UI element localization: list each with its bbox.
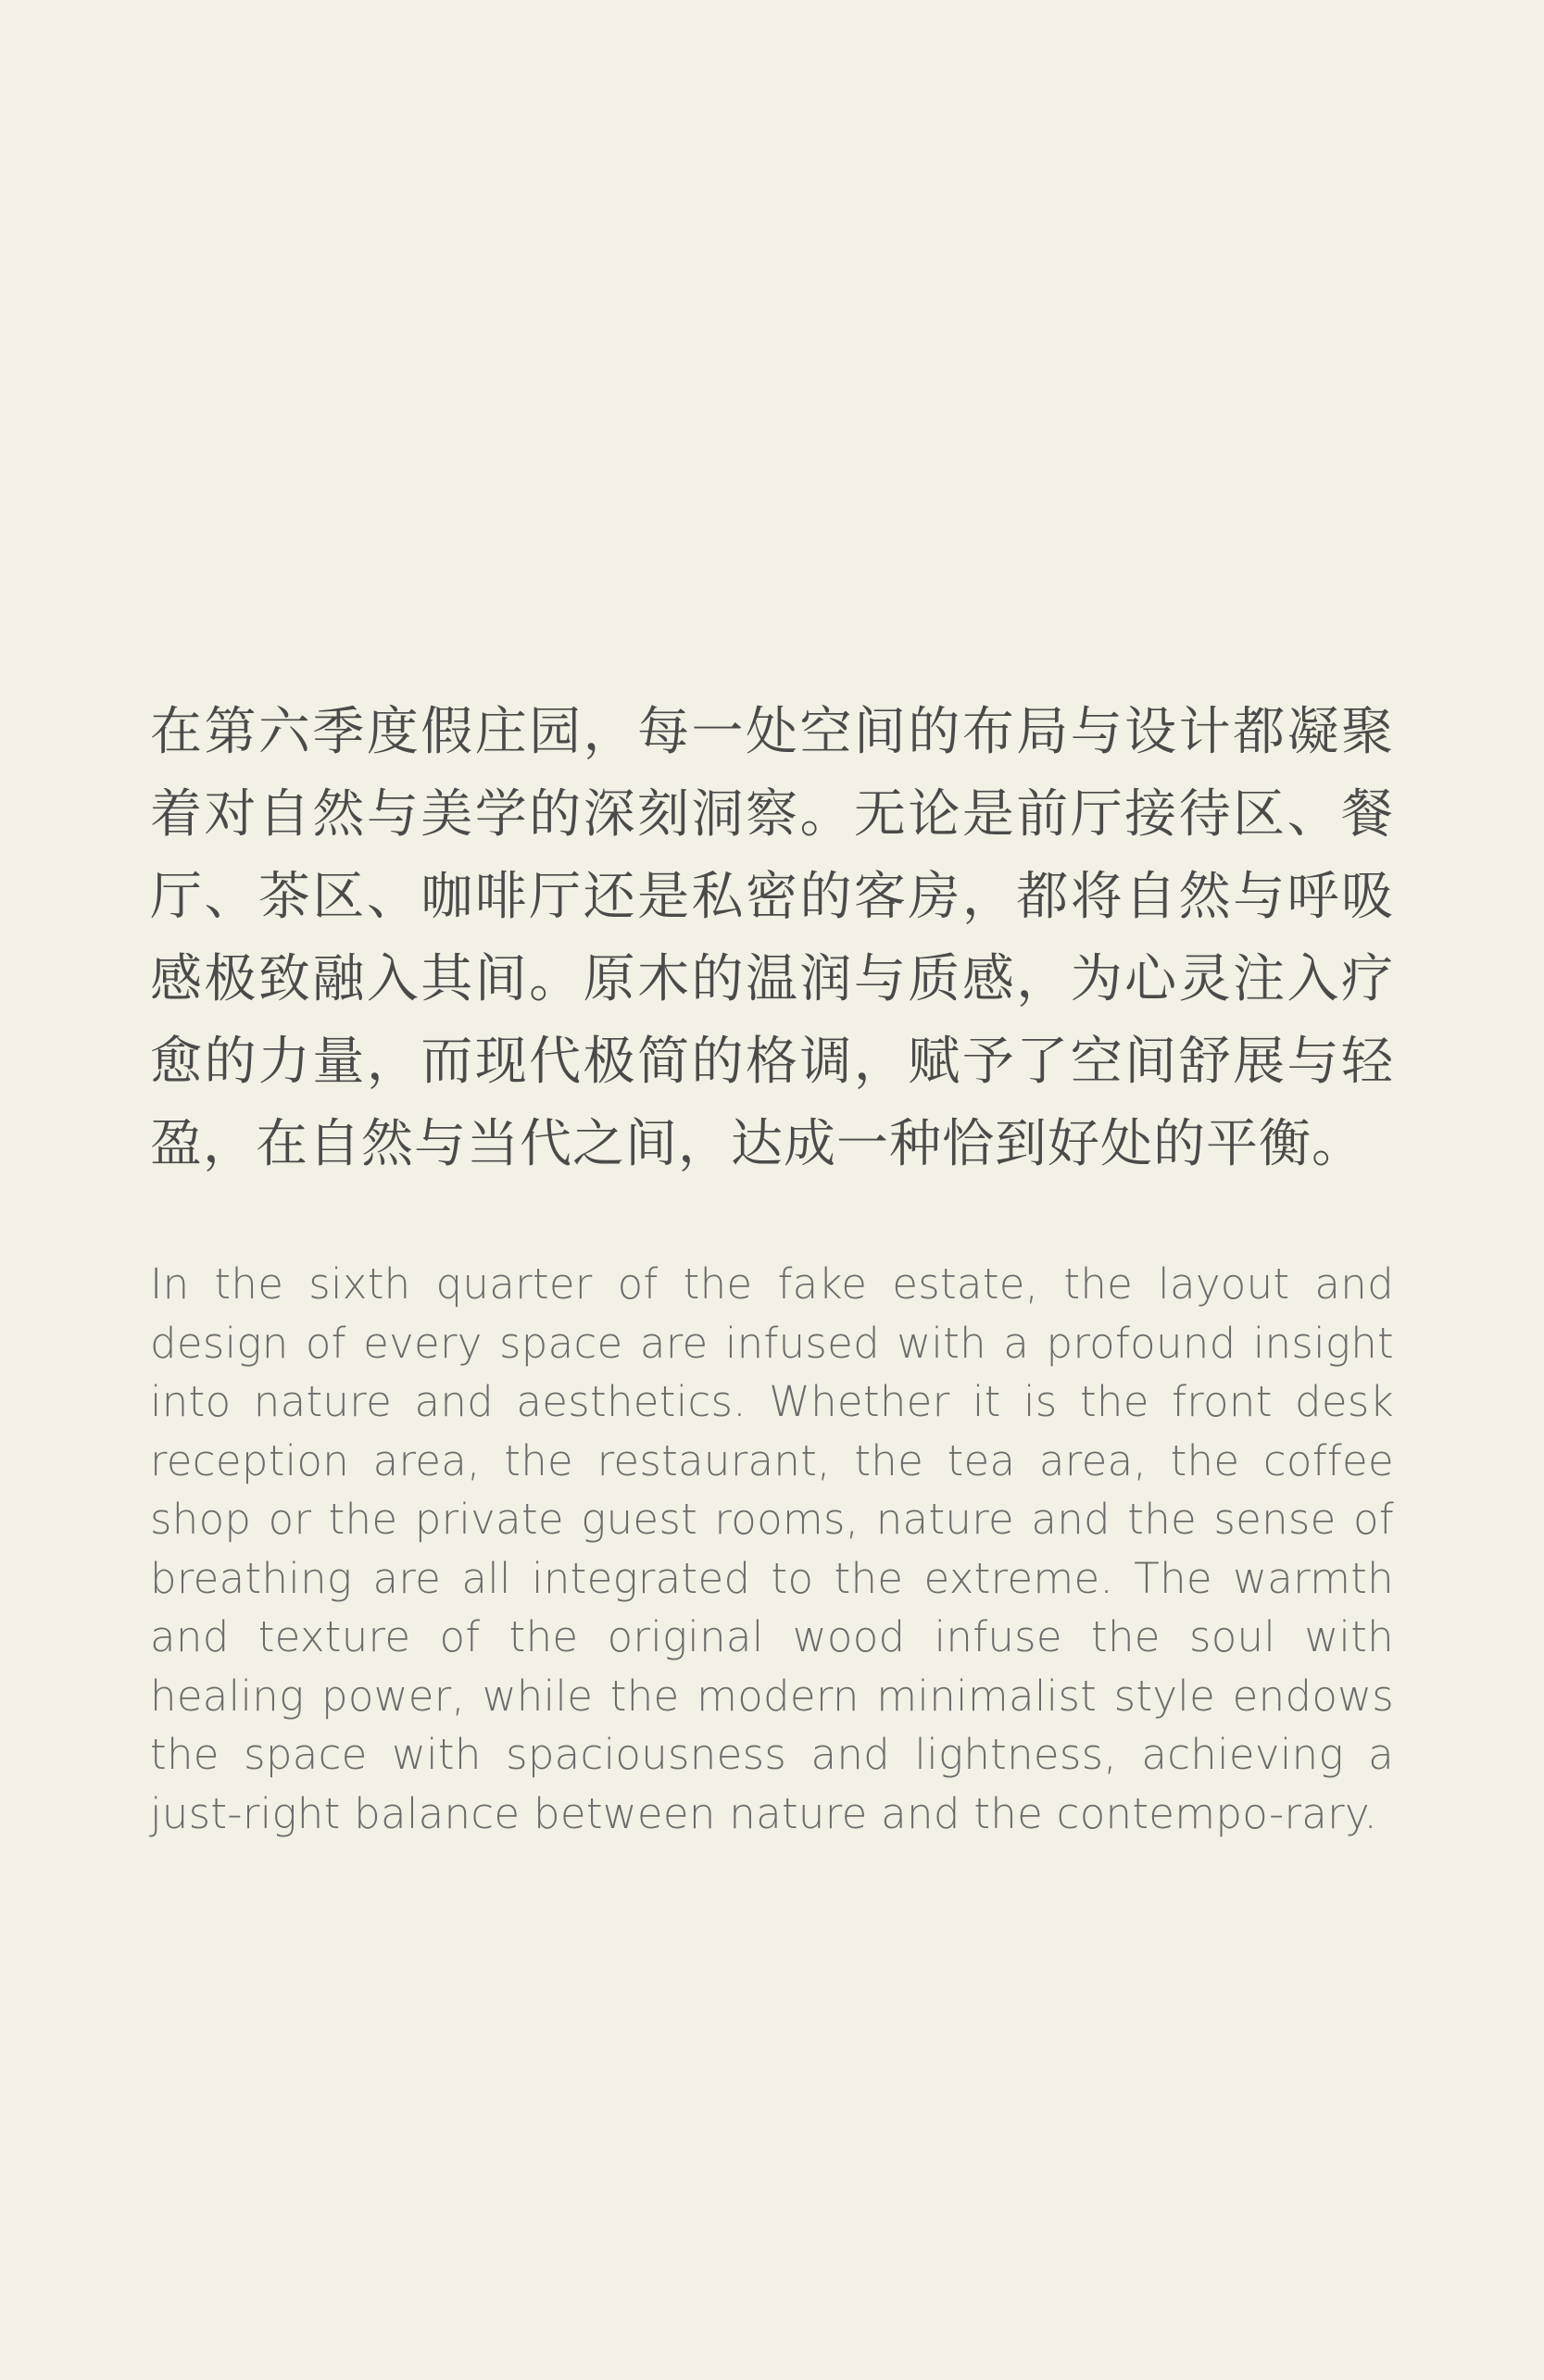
chinese-description-paragraph: 在第六季度假庄园，每一处空间的布局与设计都凝聚着对自然与美学的深刻洞察。无论是前厅接待区、餐厅、茶区、咖啡厅还是私密的客房，都将自然与呼吸感极致融入其间。原木的温润与质感，为心灵注入疗愈的力量，而现代极简的格调，赋予了空间舒展与轻盈，在自然与当代之间，达成一种恰到好处的平衡。 [150, 702, 1394, 1174]
english-description-paragraph: In the sixth quarter of the fake estate, the layout and design of every space are infused with a profound insight into nature and aesthetics. Whether it is the front desk reception area, the restaurant, the tea area, the coffee shop or the private guest rooms, nature and the sense of breathing are all integrated to the extreme. The warmth and texture of the original wood infuse the soul with healing power, while the modern minimalist style endows the space with spaciousness and lightness, achieving a just-right balance between nature and the contempo-rary. [150, 1259, 1394, 1838]
